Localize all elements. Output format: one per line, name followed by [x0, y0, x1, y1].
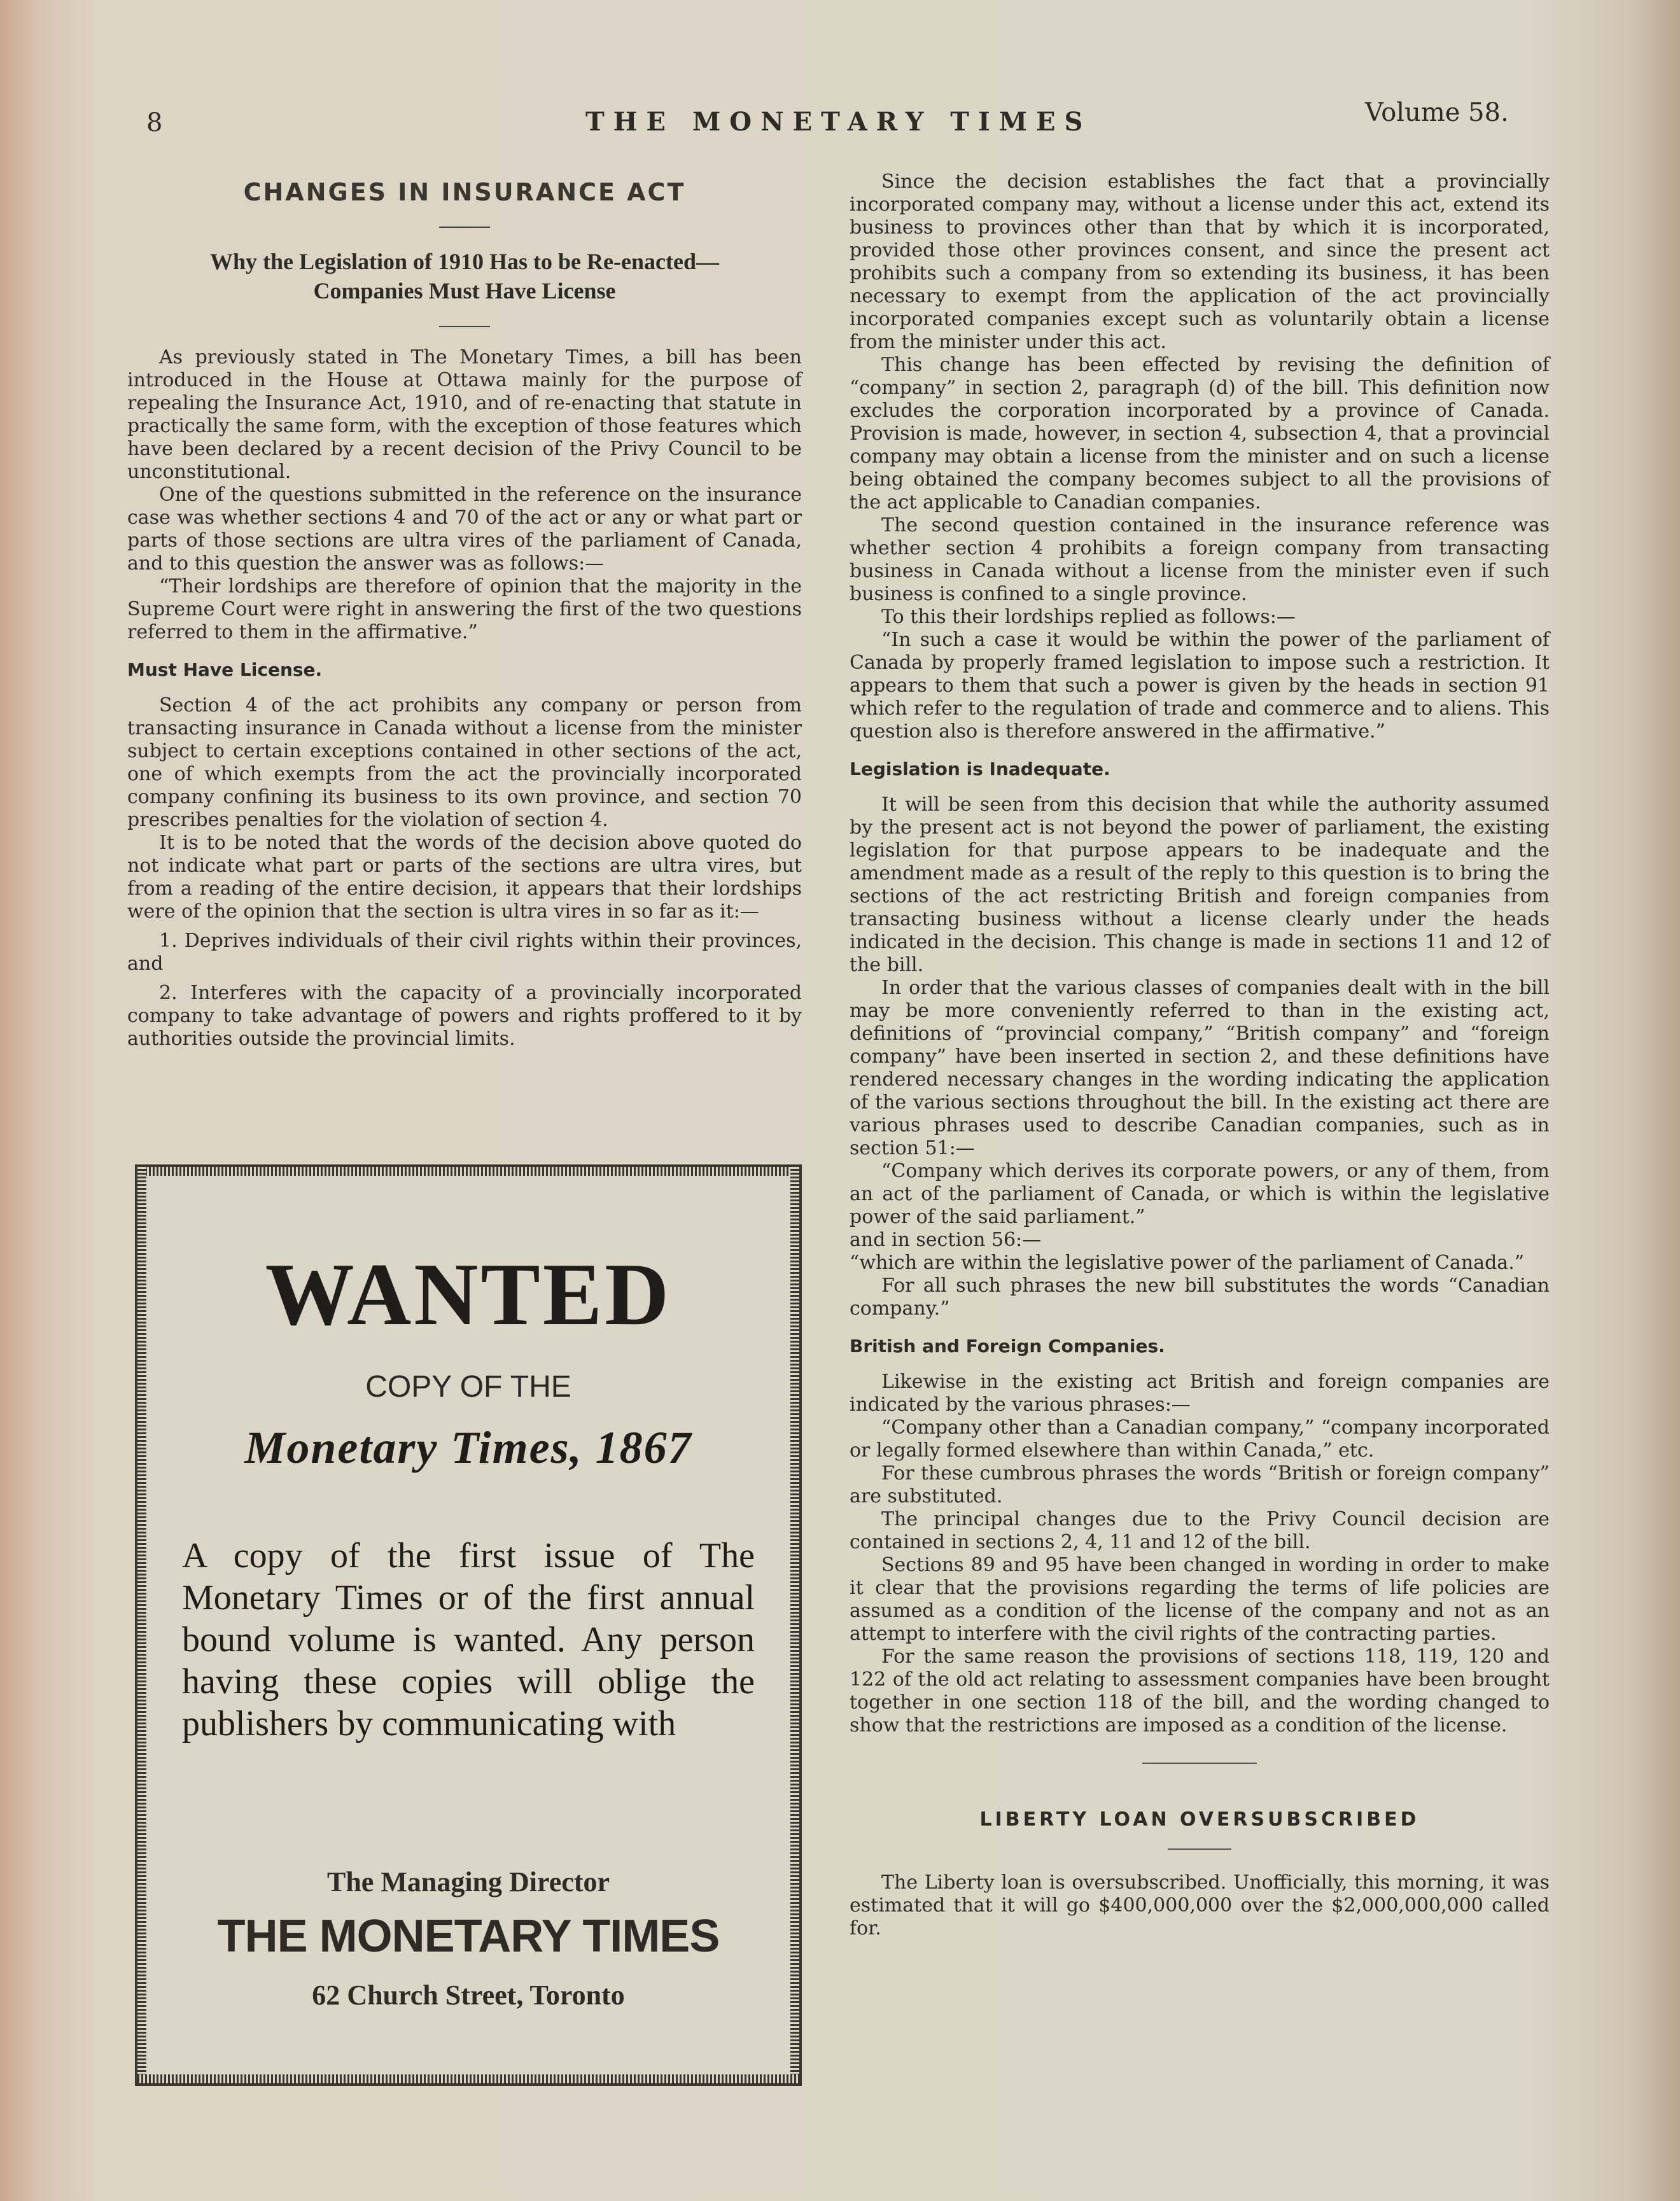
liberty-loan-body: The Liberty loan is oversubscribed. Unofficially, this morning, it was estimated that it will go $400,000,000 over the $2,000,000,000 called for.	[850, 1871, 1550, 1939]
paragraph: For these cumbrous phrases the words “British or foreign company” are substituted.	[850, 1462, 1550, 1507]
divider	[1142, 1763, 1257, 1764]
paragraph: To this their lordships replied as follows:—	[881, 606, 1296, 628]
paragraph: It is to be noted that the words of the decision above quoted do not indicate what part or parts of the sections are ultra vires, but from a reading of the entire decision, it appears that their lordships were of the opinion that the section is ultra vires in so far as it:—	[127, 832, 802, 923]
quote: “which are within the legislative power of the parliament of Canada.”	[850, 1252, 1525, 1274]
paragraph: For the same reason the provisions of sections 118, 119, 120 and 122 of the old act relating to assessment companies have been brought together in one section 118 of the bill, and the wording changed to show that the restrictions are imposed as a condition of the license.	[850, 1646, 1550, 1736]
divider	[439, 227, 490, 228]
list-item: 1. Deprives individuals of their civil rights within their provinces, and	[127, 930, 802, 975]
paragraph: In order that the various classes of companies dealt with in the bill may be more conveniently referred to than in the existing act, definitions of “provincial company,” “British company” and “foreign company” have been inserted in section 2, and these definitions have rendered necessary changes in the wording indicating the application of the various sections throughout the bill. In the existing act there are various phrases used to describe Canadian companies, such as in section 51:—	[850, 977, 1550, 1159]
ad-contact-address: 62 Church Street, Toronto	[312, 1980, 625, 2011]
paragraph: and in section 56:—	[850, 1229, 1042, 1251]
section-heading: Legislation is Inadequate.	[850, 758, 1110, 779]
section-heading: Must Have License.	[127, 659, 323, 680]
ad-subheadline: COPY OF THE	[365, 1370, 571, 1404]
ad-border	[790, 1167, 799, 2083]
divider	[439, 326, 490, 327]
quote: “Company which derives its corporate powers, or any of them, from an act of the parliament of Canada, or which is within the legislative power of the said parliament.”	[850, 1160, 1550, 1228]
paragraph: For all such phrases the new bill substitutes the words “Canadian company.”	[850, 1275, 1550, 1320]
volume-label: Volume 58.	[1365, 98, 1509, 127]
ad-body: A copy of the first issue of The Monetary Times or of the first annual bound volume is wanted. Any person having these copies will oblige the publishers by communicating with	[182, 1536, 755, 1743]
paragraph: Section 4 of the act prohibits any company or person from transacting insurance in Canada without a license from the minister subject to certain exceptions contained in other sections of the act, one of which exempts from the act the provincially incorporated company confining its business to its own province, and section 70 prescribes penalties for the violation of section 4.	[127, 694, 802, 831]
ad-headline: WANTED	[265, 1245, 672, 1344]
subtitle-line: Companies Must Have License	[313, 278, 616, 304]
divider	[1168, 1848, 1231, 1850]
article-subtitle	[127, 247, 802, 305]
right-column	[850, 171, 1550, 1940]
page-header	[0, 95, 1680, 153]
quote: “Their lordships are therefore of opinion that the majority in the Supreme Court were right in answering the first of the two questions referred to them in the affirmative.”	[127, 575, 802, 643]
left-column	[127, 172, 802, 1051]
paragraph: It will be seen from this decision that while the authority assumed by the present act is not beyond the power of parliament, the existing legislation for that purpose appears to be inadequate and the amendment made as a result of the reply to this question is to bring the sections of the act restricting British and foreign companies from transacting business without a license clearly under the heads indicated in the decision. This change is made in sections 11 and 12 of the bill.	[850, 793, 1550, 976]
liberty-loan-title: LIBERTY LOAN OVERSUBSCRIBED	[979, 1808, 1420, 1831]
paragraph: The principal changes due to the Privy Council decision are contained in sections 2, 4, 11 and 12 of the bill.	[850, 1508, 1550, 1553]
paragraph: Likewise in the existing act British and foreign companies are indicated by the various phrases:—	[850, 1371, 1550, 1416]
paragraph: Since the decision establishes the fact that a provincially incorporated company may, without a license under this act, extend its business to provinces other than that by which it is incorporated, provided those other provinces consent, and since the present act prohibits such a company from so extending its business, it has been necessary to exempt from the application of the act provincially incorporated companies except such as voluntarily obtain a license from the minister under this act.	[850, 171, 1550, 353]
subtitle-line: Why the Legislation of 1910 Has to be Re-enacted—	[210, 249, 719, 274]
page-number: 8	[146, 108, 163, 137]
list-item: 2. Interferes with the capacity of a provincially incorporated company to take advantage of powers and rights proffered to it by authorities outside the provincial limits.	[127, 982, 802, 1050]
section-heading: British and Foreign Companies.	[850, 1336, 1165, 1357]
paragraph: The second question contained in the insurance reference was whether section 4 prohibits a foreign company from transacting business in Canada without a license from the minister even if such business is confined to a single province.	[850, 514, 1550, 605]
paragraph: This change has been effected by revising the definition of “company” in section 2, paragraph (d) of the bill. This definition now excludes the corporation incorporated by a province of Canada. Provision is made, however, in section 4, subsection 4, that a provincial company may obtain a license from the minister and on such a license being obtained the company becomes subject to all the provisions of the act applicable to Canadian companies.	[850, 354, 1550, 514]
quote: “In such a case it would be within the power of the parliament of Canada by properly framed legislation to impose such a restriction. It appears to them that such a power is given by the heads in section 91 which refer to the regulation of trade and commerce and to aliens. This question also is therefore answered in the affirmative.”	[850, 629, 1550, 743]
wanted-advertisement	[135, 1164, 802, 2086]
paragraph: Sections 89 and 95 have been changed in wording in order to make it clear that the provisions regarding the terms of life policies are assumed as a condition of the license of the company and not as an attempt to interfere with the civil rights of the contracting parties.	[850, 1554, 1550, 1645]
ad-contact-company: THE MONETARY TIMES	[217, 1911, 720, 1962]
journal-title: THE MONETARY TIMES	[585, 107, 1092, 137]
ad-contact-role: The Managing Director	[326, 1866, 610, 1897]
article-title: CHANGES IN INSURANCE ACT	[243, 178, 686, 206]
quote: “Company other than a Canadian company,” “company incorporated or legally formed elsewhere than within Canada,” etc.	[850, 1416, 1550, 1462]
ad-border	[137, 1167, 146, 2083]
ad-publication: Monetary Times, 1867	[244, 1422, 692, 1473]
paragraph: One of the questions submitted in the reference on the insurance case was whether sections 4 and 70 of the act or any or what part or parts of those sections are ultra vires of the parliament of Canada, and to this question the answer was as follows:—	[127, 484, 802, 575]
paragraph: As previously stated in The Monetary Times, a bill has been introduced in the House at Ottawa mainly for the purpose of repealing the Insurance Act, 1910, and of re-enacting that statute in practically the same form, with the exception of those features which have been declared by a recent decision of the Privy Council to be unconstitutional.	[127, 346, 802, 483]
